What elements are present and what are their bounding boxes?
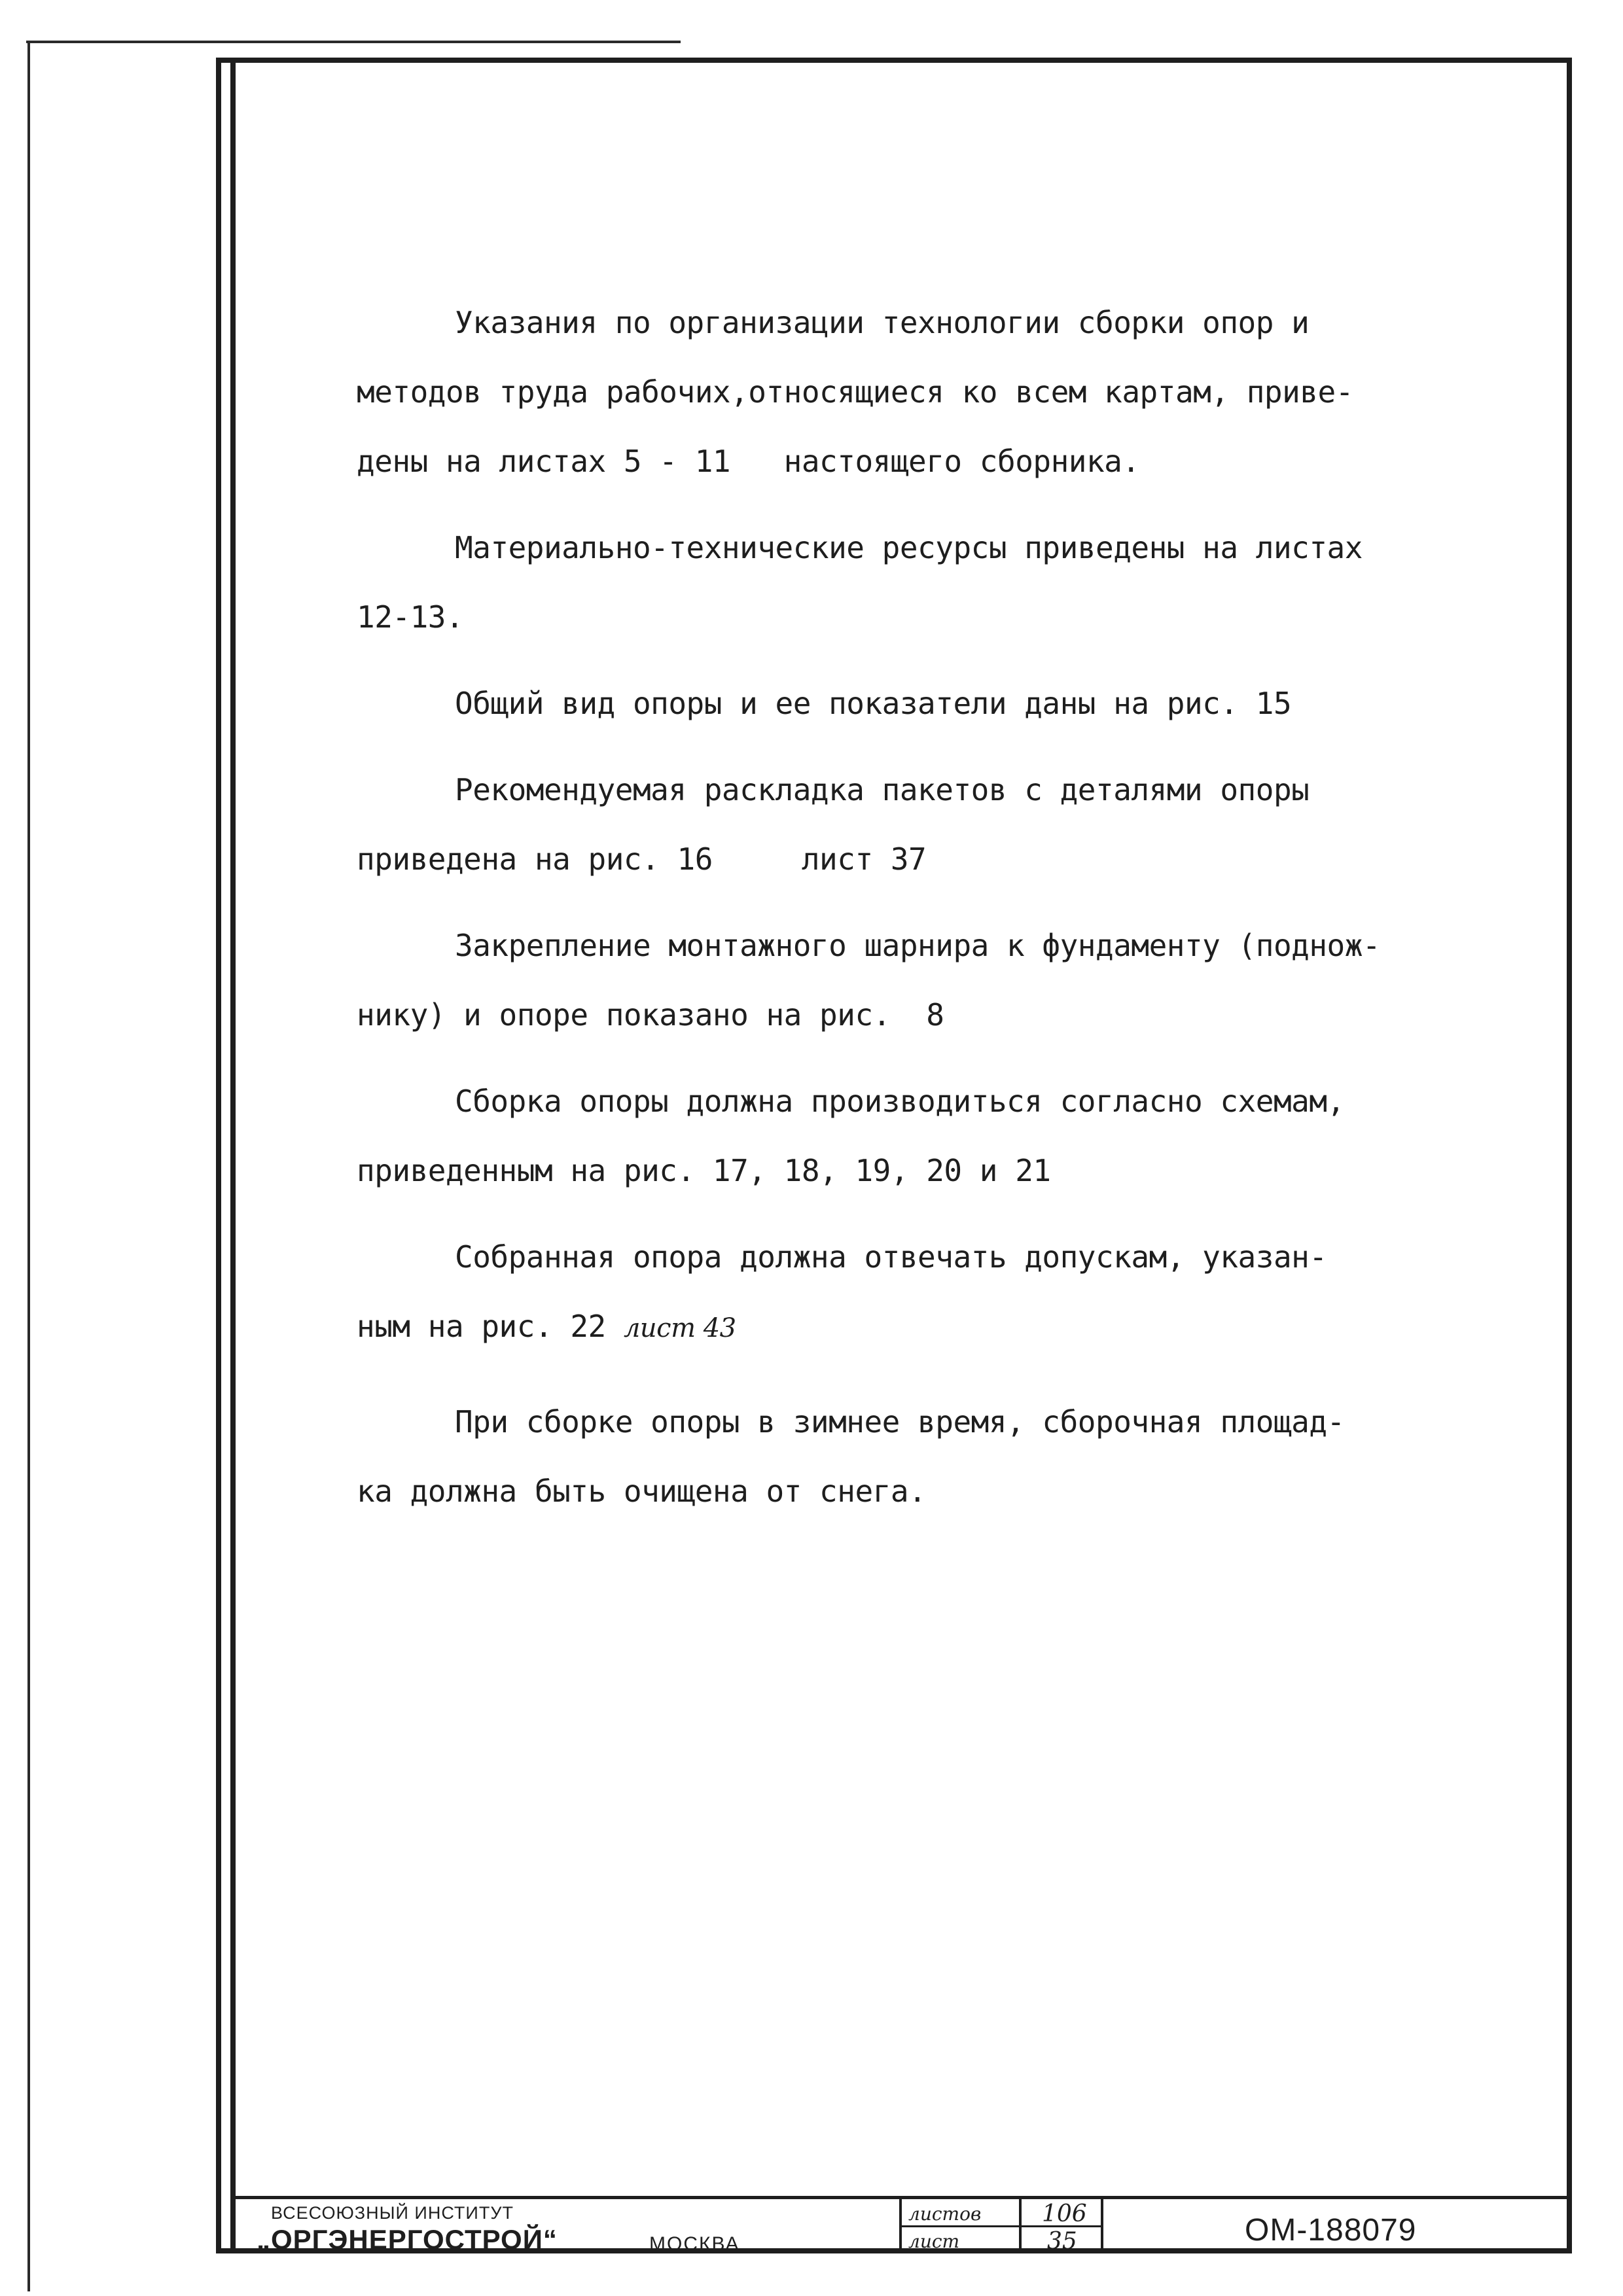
organization-name: „ОРГЭНЕРГОСТРОЙ“ — [257, 2224, 558, 2255]
paragraph-package-layout — [357, 755, 1548, 894]
paragraph-tolerances — [357, 1222, 1548, 1361]
text-line: нику) и опоре показано на рис. 8 — [357, 997, 944, 1033]
sheet-number-label: лист — [908, 2231, 960, 2252]
page-trim-left — [27, 41, 30, 2291]
paragraph-resources — [357, 513, 1548, 652]
paragraph-winter-assembly — [357, 1387, 1548, 1526]
text-line: дены на листах 5 - 11 настоящего сборника. — [357, 444, 1140, 479]
sheets-count-value: 106 — [1042, 2200, 1087, 2227]
sheet-number-value: 35 — [1047, 2228, 1077, 2255]
text-line: приведенным на рис. 17, 18, 19, 20 и 21 — [357, 1153, 1051, 1188]
text-line: Материально-технические ресурсы приведены на листах — [455, 530, 1363, 565]
text-line: При сборке опоры в зимнее время, сборочная площад- — [455, 1404, 1345, 1439]
text-line: Рекомендуемая раскладка пакетов с деталями опоры — [455, 772, 1310, 807]
paragraph-assembly-instructions — [357, 288, 1548, 496]
title-block — [230, 2196, 1572, 2253]
document-code: ОМ-188079 — [1245, 2213, 1417, 2248]
text-line: Сборка опоры должна производиться согласно схемам, — [455, 1084, 1345, 1119]
text-line: 12-13. — [357, 599, 464, 635]
text-line — [357, 1292, 1548, 1361]
sheets-count-label: листов — [908, 2203, 982, 2225]
paragraph-hinge-fixing — [357, 911, 1548, 1050]
text-line: Указания по организации технологии сборки опор и — [455, 305, 1310, 340]
document-body — [357, 288, 1548, 1526]
text-line: ка должна быть очищена от снега. — [357, 1474, 927, 1509]
handwritten-sheet-note: лист 43 — [623, 1313, 736, 1343]
paragraph-general-view — [357, 669, 1548, 738]
frame-inner-line — [230, 58, 236, 2253]
paragraph-assembly-schemes — [357, 1067, 1548, 1205]
text-line: приведена на рис. 16 лист 37 — [357, 841, 927, 877]
city-label: МОСКВА — [649, 2233, 740, 2255]
text-line: методов труда рабочих,относящиеся ко всем картам, приве- — [357, 374, 1353, 410]
text-fragment: ным на рис. 22 — [357, 1309, 606, 1344]
institute-label: ВСЕСОЮЗНЫЙ ИНСТИТУТ — [271, 2203, 514, 2223]
page-trim-top — [26, 41, 681, 43]
text-line: Собранная опора должна отвечать допускам, указан- — [455, 1239, 1327, 1275]
text-line: Общий вид опоры и ее показатели даны на рис. 15 — [455, 686, 1292, 721]
text-line: Закрепление монтажного шарнира к фундаменту (поднож- — [455, 928, 1381, 963]
